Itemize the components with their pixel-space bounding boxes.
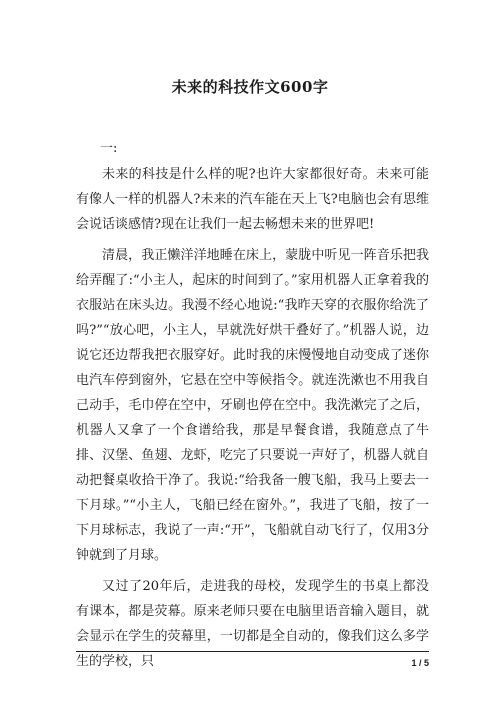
paragraph: 清晨，我正懒洋洋地睡在床上，蒙胧中听见一阵音乐把我给弄醒了:“小主人，起床的时间到了。”家用机器人正拿着我的衣服站在床头边。我漫不经心地说:“我昨天穿的衣服你给洗了吗?”“放心吧，小主人，早就洗好烘干叠好了。”机器人说，边说它还边帮我把衣服穿好。此时我的床慢慢地自动变成了迷你电汽车停到窗外，它悬在空中等候指令。就连洗漱也不用我自己动手，毛巾停在空中，牙刷也停在空中。我洗漱完了之后，机器人又拿了一个食谱给我，那是早餐食谱，我随意点了牛排、汉堡、鱼翅、龙虾，吃完了只要说一声好了，机器人就自动把餐桌收拾干净了。我说:“给我备一艘飞船，我马上要去一下月球。”“小主人，飞船已经在窗外。”，我进了飞船，按了一下月球标志，我说了一声:“开”，飞船就自动飞行了，仅用3分钟就到了月球。 <box>76 248 429 563</box>
paragraph: 未来的科技是什么样的呢?也许大家都很好奇。未来可能有像人一样的机器人?未来的汽车能在天上飞?电脑也会有思维会说话谈感情?现在让我们一起去畅想未来的世界吧! <box>76 167 429 232</box>
footer-divider <box>76 651 429 652</box>
paragraph: 又过了20年后，走进我的母校，发现学生的书桌上都没有课本，都是荧幕。原来老师只要在电脑里语音输入题目，就会显示在学生的荧幕里，一切都是全自动的，像我们这么多学生的学校，只 <box>76 579 429 669</box>
document-title: 未来的科技作文600字 <box>171 78 329 96</box>
section-marker: 一: <box>100 141 118 156</box>
document-body <box>76 162 429 680</box>
page-number: 1 / 5 <box>411 658 429 668</box>
